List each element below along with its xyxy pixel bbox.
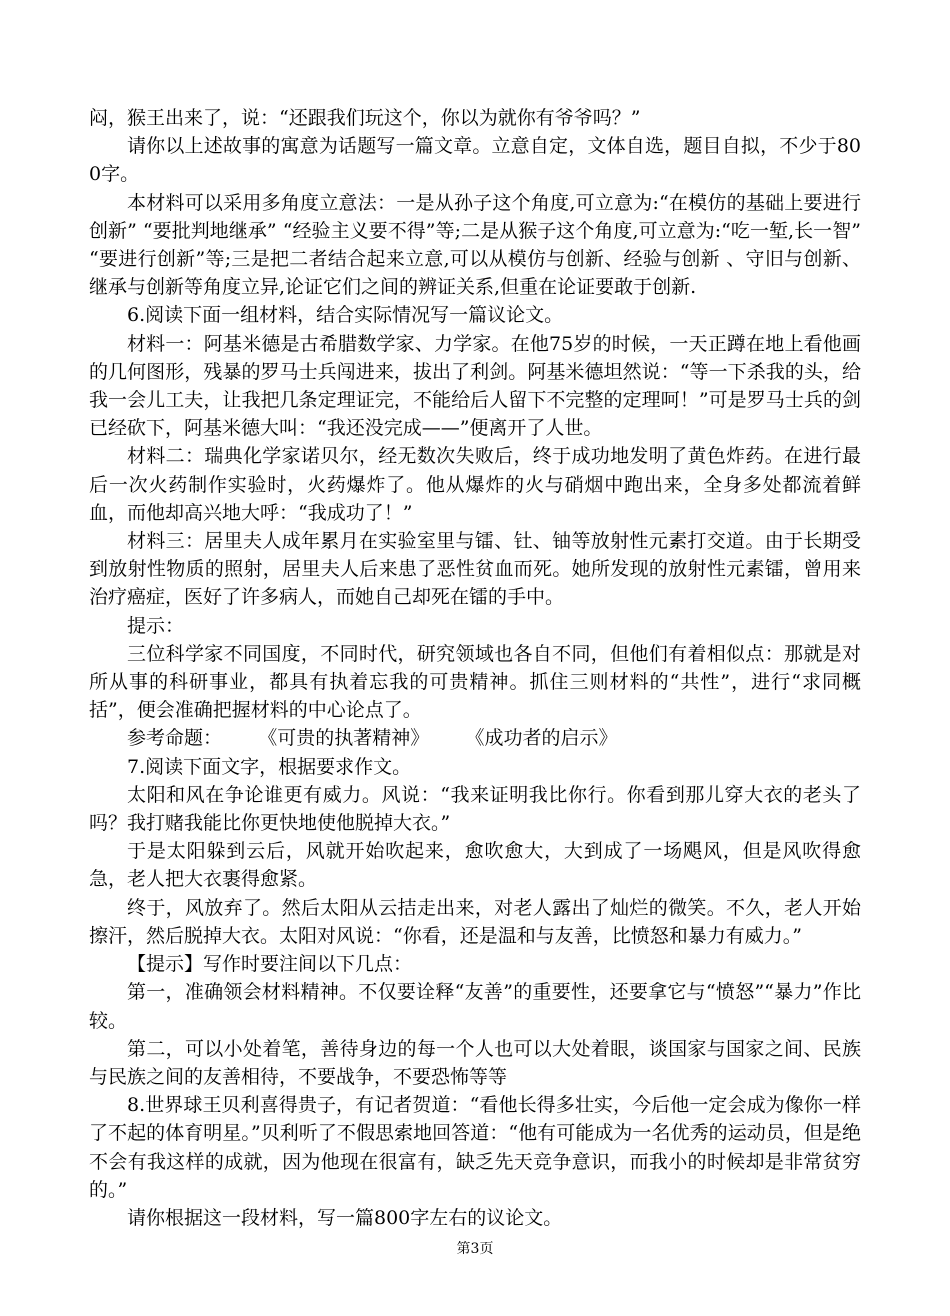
document-body	[89, 104, 868, 1232]
paragraph: 材料二：瑞典化学家诺贝尔，经无数次失败后，终于成功地发明了黄色炸药。在进行最后一次火药制作实验时，火药爆炸了。他从爆炸的火与硝烟中跑出来，全身多处都流着鲜血，而他却高兴地大呼：“我成功了！”	[89, 445, 861, 524]
paragraph: 【提示】写作时要注间以下几点：	[127, 953, 413, 976]
page-footer: 第3页	[456, 1241, 494, 1257]
paragraph: 太阳和风在争论谁更有威力。风说：“我来证明我比你行。你看到那儿穿大衣的老头了吗？我打赌我能比你更快地使他脱掉大衣。”	[89, 783, 861, 835]
paragraph: 请你根据这一段材料，写一篇800字左右的议论文。	[127, 1206, 563, 1229]
paragraph: 材料一：阿基米德是古希腊数学家、力学家。在他75岁的时候，一天正蹲在地上看他画的几何图形，残暴的罗马士兵闯进来，拔出了利剑。阿基米德坦然说：“等一下杀我的头，给我一会儿工夫，让我把几条定理证完，不能给后人留下不完整的定理呵！”可是罗马士兵的剑已经砍下，阿基米德大叫：“我还没完成——”便离开了人世。	[89, 332, 861, 440]
paragraph: 第一，准确领会材料精神。不仅要诠释“友善”的重要性，还要拿它与“愤怒”“暴力”作比较。	[89, 981, 861, 1032]
paragraph: 提示：	[127, 614, 185, 637]
paragraph: 终于，风放弃了。然后太阳从云拮走出来，对老人露出了灿烂的微笑。不久，老人开始擦汗，然后脱掉大衣。太阳对风说：“你看，还是温和与友善，比愤怒和暴力有威力。”	[89, 896, 861, 947]
paragraph: 参考命题： 《可贵的执著精神》 《成功者的启示》	[127, 727, 618, 750]
paragraph: 请你以上述故事的寓意为话题写一篇文章。立意自定，文体自选，题目自拟，不少于800字。	[89, 135, 861, 186]
paragraph: 8.世界球王贝利喜得贵子，有记者贺道：“看他长得多壮实，今后他一定会成为像你一样了不起的体育明星。”贝利听了不假思索地回答道：“他有可能成为一名优秀的运动员，但是绝不会有我这样的成就，因为他现在很富有，缺乏先天竞争意识，而我小的时候却是非常贫穷的。”	[89, 1094, 861, 1201]
paragraph: 7.阅读下面文字，根据要求作文。	[127, 755, 412, 778]
paragraph: 三位科学家不同国度，不同时代，研究领域也各自不同，但他们有着相似点：那就是对所从事的科研事业，都具有执着忘我的可贵精神。抓住三则材料的“共性”，进行“求同概括”，便会准确把握材料的中心论点了。	[89, 642, 861, 722]
paragraph: 6.阅读下面一组材料，结合实际情况写一篇议论文。	[127, 304, 564, 327]
paragraph: 于是太阳躲到云后，风就开始吹起来，愈吹愈大，大到成了一场飓风，但是风吹得愈急，老人把大衣裹得愈紧。	[89, 840, 861, 891]
paragraph: 本材料可以采用多角度立意法：一是从孙子这个角度,可立意为:“在模仿的基础上要进行创新” “要批判地继承” “经验主义要不得”等;二是从猴子这个角度,可立意为:“吃一堑,长一智” “要进行创新”等;三是把二者结合起来立意,可以从模仿与创新、经验与创新 、守旧与创新、 继承与创新等角度立异,论证它们之间的辨证关系,但重在论证要敢于创新.	[89, 191, 868, 299]
paragraph: 材料三：居里夫人成年累月在实验室里与镭、钍、铀等放射性元素打交道。由于长期受到放射性物质的照射，居里夫人后来患了恶性贫血而死。她所发现的放射性元素镭，曾用来治疗癌症，医好了许多病人，而她自己却死在镭的手中。	[89, 530, 861, 609]
paragraph: 闷，猴王出来了，说：“还跟我们玩这个，你以为就你有爷爷吗？”	[89, 107, 641, 129]
paragraph: 第二，可以小处着笔，善待身边的每一个人也可以大处着眼，谈国家与国家之间、民族与民族之间的友善相待，不要战争，不要恐怖等等	[89, 1037, 861, 1088]
